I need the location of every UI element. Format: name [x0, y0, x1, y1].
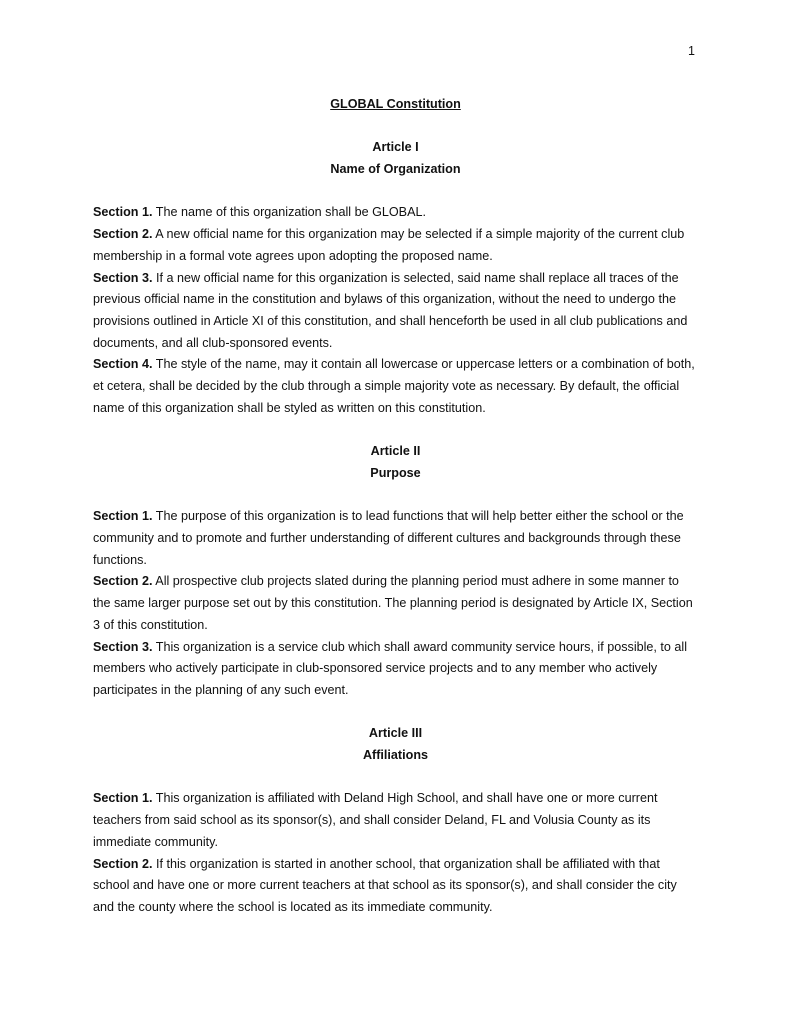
- section-label: Section 1.: [93, 791, 153, 806]
- article-title: Purpose: [370, 465, 421, 480]
- section-label: Section 2.: [93, 227, 153, 242]
- article-number: Article I: [372, 140, 419, 155]
- section-text: If a new official name for this organization is selected, said name shall replace all traces of the previous official name in the constitution and bylaws of this organization, without the need to undergo the provisions outlined in Article XI of this constitution, and shall henceforth be used in all club publications and documents, and all club-sponsored events.: [93, 270, 688, 350]
- article-heading: [93, 441, 698, 484]
- section: [93, 224, 698, 267]
- article-title: Affiliations: [362, 748, 429, 763]
- article-heading: [93, 723, 698, 766]
- section: [93, 788, 698, 853]
- document-title: GLOBAL Constitution: [330, 97, 461, 111]
- article-heading: [93, 137, 698, 180]
- section-text: All prospective club projects slated during the planning period must adhere in some manner to the same larger purpose set out by this constitution. The planning period is designated by Article IX, Section 3 of this constitution.: [93, 574, 693, 632]
- section: [93, 637, 698, 702]
- article-2: [93, 441, 698, 701]
- section-label: Section 3.: [93, 270, 153, 285]
- article-number: Article III: [368, 726, 423, 741]
- section: [93, 854, 698, 919]
- section-text: This organization is a service club which shall award community service hours, if possible, to all members who actively participate in club-sponsored service projects and to any member who actively participates in the planning of any such event.: [93, 639, 688, 697]
- section: [93, 354, 698, 419]
- section: [93, 268, 698, 355]
- section: [93, 506, 698, 571]
- section-label: Section 1.: [93, 509, 153, 524]
- section-text: The style of the name, may it contain all lowercase or uppercase letters or a combination of both, et cetera, shall be decided by the club through a simple majority vote as necessary. By default, the official name of this organization shall be styled as written on this constitution.: [93, 357, 695, 415]
- section-label: Section 3.: [93, 639, 153, 654]
- section-text: If this organization is started in another school, that organization shall be affiliated with that school and have one or more current teachers at that school as its sponsor(s), and shall consider the city and the county where the school is located as its immediate community.: [93, 856, 677, 914]
- article-title: Name of Organization: [330, 162, 461, 177]
- page-number: 1: [688, 44, 695, 58]
- section-text: This organization is affiliated with Deland High School, and shall have one or more current teachers from said school as its sponsor(s), and shall consider Deland, FL and Volusia County as its immediate community.: [93, 791, 658, 849]
- section: [93, 202, 698, 224]
- article-3: [93, 723, 698, 918]
- section-text: The name of this organization shall be GLOBAL.: [152, 205, 426, 220]
- section-label: Section 2.: [93, 856, 153, 871]
- article-number: Article II: [370, 444, 421, 459]
- document-body: [93, 94, 698, 940]
- section-text: The purpose of this organization is to lead functions that will help better either the school or the community and to promote and further understanding of different cultures and backgrounds through these functions.: [93, 509, 684, 567]
- section: [93, 571, 698, 636]
- section-text: A new official name for this organization may be selected if a simple majority of the current club membership in a formal vote agrees upon adopting the proposed name.: [93, 227, 685, 263]
- article-1: [93, 137, 698, 419]
- section-label: Section 2.: [93, 574, 153, 589]
- section-label: Section 1.: [93, 205, 153, 220]
- section-label: Section 4.: [93, 357, 153, 372]
